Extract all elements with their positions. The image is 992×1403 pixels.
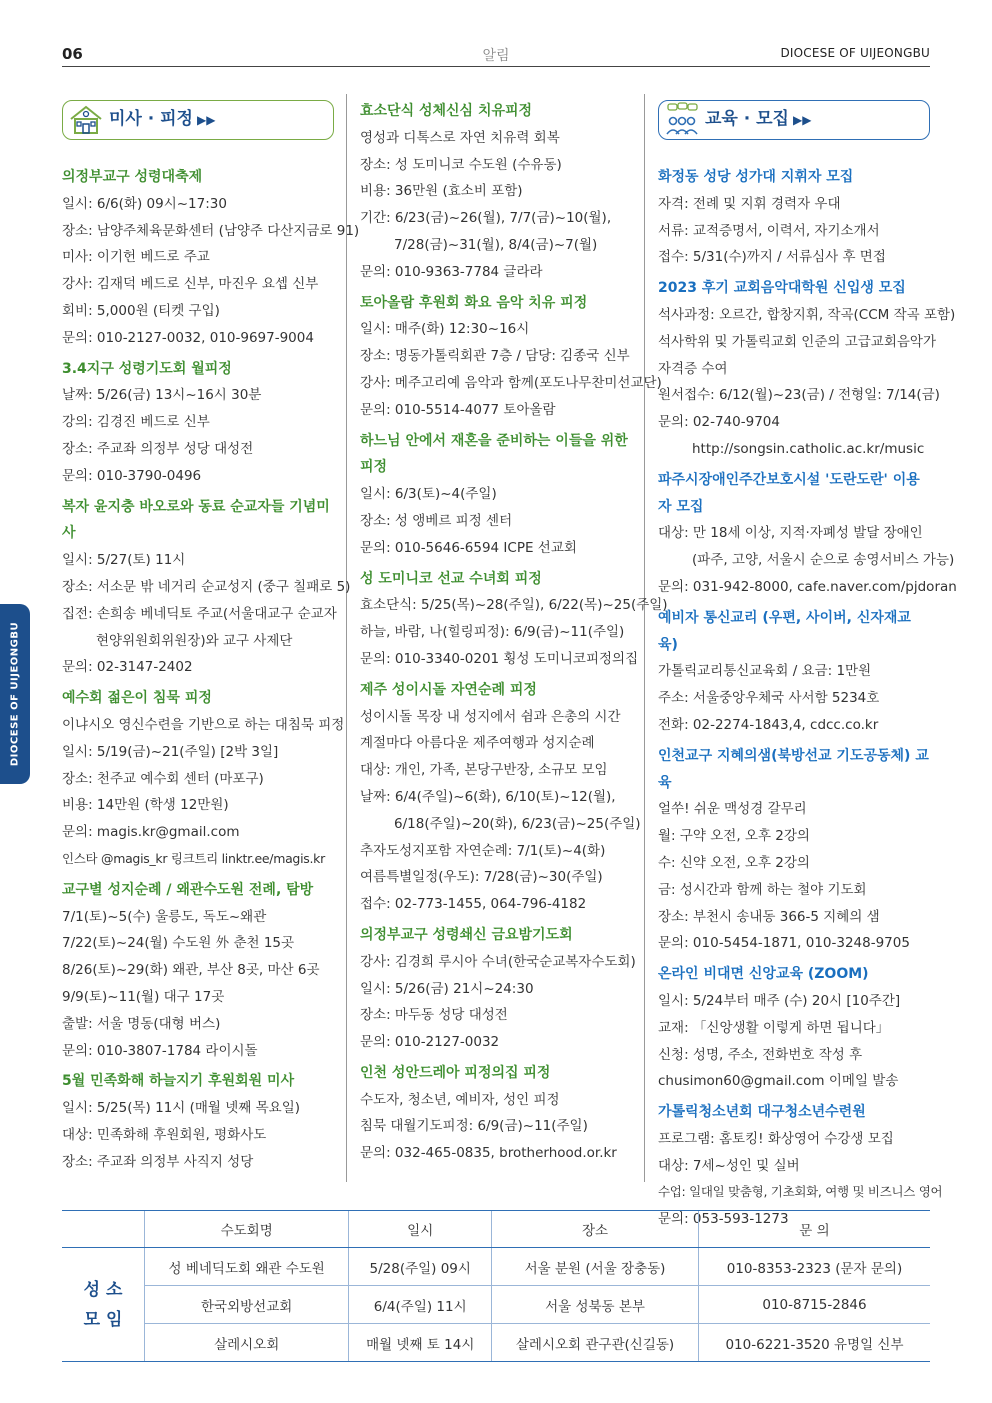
item-heading: 파주시장애인주간보호시설 '도란도란' 이용자 모집 [658,471,920,515]
item-line: 문의: 010-9363-7784 글라라 [360,263,543,280]
table-cell: 살레시오회 [145,1324,349,1362]
item-line: 석사학위 및 가톨릭교회 인준의 고급교회음악가 [658,333,936,350]
page-number: 06 [62,45,83,63]
arrow-right-icon: ▶▶ [196,113,216,127]
item-line: 8/26(토)~29(화) 왜관, 부산 8곳, 마산 6곳 [62,962,320,979]
item-line: 신청: 성명, 주소, 전화번호 작성 후 [658,1046,863,1063]
item-line: 일시: 5/25(목) 11시 (매월 넷째 목요일) [62,1100,301,1117]
item-heading: 의정부교구 성령쇄신 금요밤기도회 [360,926,573,943]
col-header: 장소 [492,1211,699,1248]
item-line: 문의: 010-2127-0032 [360,1034,500,1051]
item-line: 일시: 5/27(토) 11시 [62,552,186,569]
item-line: 6/18(주일)~20(화), 6/23(금)~25(주일) [394,815,641,832]
item-line: 여름특별일정(우도): 7/28(금)~30(주일) [360,869,603,886]
item-line: 계절마다 아름다운 제주여행과 성지순례 [360,735,595,752]
item-line: 날짜: 6/4(주일)~6(화), 6/10(토)~12(월), [360,788,616,805]
table-cell: 성 베네딕도회 왜관 수도원 [145,1248,349,1286]
item-heading: 성 도미니코 선교 수녀회 피정 [360,570,542,587]
item-line: 기간: 6/23(금)~26(월), 7/7(금)~10(월), [360,210,612,227]
table-cell: 매월 넷째 토 14시 [349,1324,492,1362]
item-line: 추자도성지포함 자연순례: 7/1(토)~4(화) [360,842,606,859]
item-heading: 교구별 성지순례 / 왜관수도원 전례, 탐방 [62,881,314,898]
col-header: 문 의 [698,1211,930,1248]
item-line: 문의: 02-3147-2402 [62,659,193,676]
section-box-education [658,100,930,140]
item-line: 대상: 만 18세 이상, 지적·자폐성 발달 장애인 [658,525,923,542]
item-heading: 하느님 안에서 재혼을 준비하는 이들을 위한 피정 [360,432,628,476]
item-line: (파주, 고양, 서울시 순으로 송영서비스 가능) [692,552,955,569]
item-line: 강사: 김재덕 베드로 신부, 마진우 요셉 신부 [62,276,319,293]
item-line: 가톨릭교리통신교육회 / 요금: 1만원 [658,663,872,680]
item-line: 문의: 010-2127-0032, 010-9697-9004 [62,329,314,346]
item-line: 성이시돌 목장 내 성지에서 쉼과 은총의 시간 [360,708,621,725]
row-group-header: 성 소 모 임 [62,1248,145,1362]
table-cell: 서울 분원 (서울 장충동) [492,1248,699,1286]
item-heading: 토아올람 후원회 화요 음악 치유 피정 [360,294,588,311]
item-line: 대상: 개인, 가족, 본당구반장, 소규모 모임 [360,762,608,779]
item-heading: 제주 성이시돌 자연순례 피정 [360,681,537,698]
section-title-mass: 미사 · 피정 ▶▶ [109,109,216,129]
item-line: 7/28(금)~31(월), 8/4(금)~7(월) [394,236,598,253]
table-row [62,1248,930,1286]
item-line: 석사과정: 오르간, 합창지휘, 작곡(CCM 작곡 포함) [658,306,956,323]
item-heading: 효소단식 성체신심 치유피정 [360,103,533,119]
item-line: 침묵 대월기도피정: 6/9(금)~11(주일) [360,1118,588,1135]
item-line: 7/22(토)~24(월) 수도원 外 춘천 15곳 [62,935,295,952]
item-line: 자격증 수여 [658,360,728,377]
item-line: 문의: 053-593-1273 [658,1211,789,1228]
item-line: 장소: 부천시 송내동 366-5 지혜의 샘 [658,908,880,925]
item-line: 일시: 6/3(토)~4(주일) [360,486,497,503]
item-line: 일시: 5/19(금)~21(주일) [2박 3일] [62,743,279,760]
item-line: 교재: 「신앙생활 이렇게 하면 됩니다」 [658,1019,890,1036]
item-line: 장소: 남양주체육문화센터 (남양주 다산지금로 91) [62,222,360,239]
item-line: 현양위원회위원장)와 교구 사제단 [96,632,293,649]
item-heading: 인천 성안드레아 피정의집 피정 [360,1064,551,1081]
item-line: 문의: magis.kr@gmail.com [62,824,240,841]
item-line: 문의: 010-5646-6594 ICPE 선교회 [360,539,577,556]
item-line: 대상: 7세~성인 및 실버 [658,1157,800,1174]
item-line: 대상: 민족화해 후원회원, 평화사도 [62,1126,267,1143]
table-cell: 6/4(주일) 11시 [349,1286,492,1324]
item-line: 장소: 천주교 예수회 센터 (마포구) [62,770,264,787]
item-heading: 3.4지구 성령기도회 월피정 [62,360,232,377]
column-divider-2 [644,94,645,1182]
item-line: chusimon60@gmail.com 이메일 발송 [658,1073,899,1090]
table-cell: 5/28(주일) 09시 [349,1248,492,1286]
item-line: 문의: 010-3807-1784 라이시돌 [62,1042,258,1059]
item-heading: 인천교구 지혜의샘(북방선교 기도공동체) 교육 [658,747,929,791]
table-cell: 010-8353-2323 (문자 문의) [698,1248,930,1286]
item-heading: 2023 후기 교회음악대학원 신입생 모집 [658,280,906,297]
item-line: 집전: 손희송 베네딕토 주교(서울대교구 순교자 [62,605,337,622]
education-list [658,164,957,1233]
item-line: 문의: 031-942-8000, cafe.naver.com/pjdoran [658,578,957,595]
col-header: 수도회명 [145,1211,349,1248]
item-heading: 5월 민족화해 하늘지기 후원회원 미사 [62,1073,295,1090]
item-line: 하늘, 바람, 나(힐링피정): 6/9(금)~11(주일) [360,624,625,641]
table-corner [62,1211,145,1248]
item-line: 얼쑤! 쉬운 맥성경 갈무리 [658,801,807,818]
column-retreat [360,94,668,1167]
item-line: 접수: 02-773-1455, 064-796-4182 [360,896,587,913]
table-cell: 살레시오회 관구관(신길동) [492,1324,699,1362]
retreat-list [360,98,668,1167]
table-row [62,1286,930,1324]
item-line: 문의: 010-3340-0201 횡성 도미니코피정의집 [360,650,639,667]
item-line: 장소: 주교좌 의정부 사직지 성당 [62,1153,254,1170]
item-line: http://songsin.catholic.ac.kr/music [692,440,925,457]
table-cell: 010-8715-2846 [698,1286,930,1324]
mass-list [62,164,360,1175]
item-line: 수도자, 청소년, 예비자, 성인 피정 [360,1091,560,1108]
item-line: 일시: 매주(화) 12:30~16시 [360,321,530,338]
item-line: 문의: 010-3790-0496 [62,467,202,484]
section-title-education: 교육 · 모집 ▶▶ [705,109,812,129]
item-line: 날짜: 5/26(금) 13시~16시 30분 [62,387,262,404]
item-heading: 예비자 통신교리 (우편, 사이버, 신자재교육) [658,609,911,653]
item-line: 9/9(토)~11(월) 대구 17곳 [62,988,225,1005]
item-line: 비용: 14만원 (학생 12만원) [62,797,229,814]
side-tab-label: DIOCESE OF UIJEONGBU [9,621,21,767]
item-line: 일시: 5/26(금) 21시~24:30 [360,980,534,997]
item-line: 자격: 전례 및 지휘 경력자 우대 [658,195,841,212]
church-house-icon [67,101,105,137]
item-line: 장소: 서소문 밖 네거리 순교성지 (중구 칠패로 5) [62,578,351,595]
column-education [658,94,957,1233]
item-line: 문의: 032-465-0835, brotherhood.or.kr [360,1145,617,1162]
item-heading: 화정동 성당 성가대 지휘자 모집 [658,169,854,185]
item-line: 수업: 일대일 맞춤형, 기초회화, 여행 및 비즈니스 영어 [658,1184,943,1200]
item-line: 출발: 서울 명동(대형 버스) [62,1015,221,1032]
item-heading: 예수회 젊은이 침묵 피정 [62,690,212,707]
item-line: 프로그램: 홈토킹! 화상영어 수강생 모집 [658,1130,894,1147]
item-heading: 의정부교구 성령대축제 [62,169,203,185]
table-cell: 010-6221-3520 유명일 신부 [698,1324,930,1362]
item-line: 원서접수: 6/12(월)~23(금) / 전형일: 7/14(금) [658,387,940,404]
item-heading: 온라인 비대면 신앙교육 (ZOOM) [658,966,869,983]
table-row [62,1324,930,1362]
arrow-right-icon: ▶▶ [792,113,812,127]
item-line: 주소: 서울중앙우체국 사서함 5234호 [658,690,880,707]
header-divider [62,66,930,67]
item-line: 장소: 주교좌 의정부 성당 대성전 [62,440,254,457]
item-line: 회비: 5,000원 (티켓 구입) [62,302,220,319]
item-line: 효소단식: 5/25(목)~28(주일), 6/22(목)~25(주일) [360,597,668,614]
item-line: 장소: 성 앵베르 피정 센터 [360,512,513,529]
item-line: 장소: 마두동 성당 대성전 [360,1007,508,1024]
item-line: 이냐시오 영신수련을 기반으로 하는 대침묵 피정 [62,716,345,733]
item-line: 장소: 성 도미니코 수도원 (수유동) [360,156,562,173]
item-heading: 가톨릭청소년회 대구청소년수련원 [658,1104,866,1121]
column-mass-retreat [62,94,360,1175]
vocation-meeting-table [62,1210,930,1362]
col-header: 일시 [349,1211,492,1248]
item-line: 문의: 010-5454-1871, 010-3248-9705 [658,935,910,952]
brand-name: DIOCESE OF UIJEONGBU [780,46,930,60]
item-line: 월: 구약 오전, 오후 2강의 [658,828,810,845]
item-line: 문의: 010-5514-4077 토아올람 [360,401,556,418]
table-header-row [62,1211,930,1248]
table-cell: 서울 성북동 본부 [492,1286,699,1324]
item-line: 접수: 5/31(수)까지 / 서류심사 후 면접 [658,249,886,266]
people-group-icon [663,101,701,137]
item-line: 인스타 @magis_kr 링크트리 linktr.ee/magis.kr [62,850,325,866]
side-tab [0,604,30,784]
section-box-mass [62,100,334,140]
table-cell: 한국외방선교회 [145,1286,349,1324]
section-label: 알림 [482,48,510,64]
item-line: 강의: 김경진 베드로 신부 [62,414,210,431]
column-divider-1 [346,94,347,1182]
item-line: 일시: 6/6(화) 09시~17:30 [62,195,227,212]
item-line: 7/1(토)~5(수) 울릉도, 독도~왜관 [62,908,267,925]
item-line: 금: 성시간과 함께 하는 철야 기도회 [658,881,867,898]
item-line: 문의: 02-740-9704 [658,414,780,431]
item-heading: 복자 윤지충 바오로와 동료 순교자들 기념미사 [62,498,330,542]
item-line: 강사: 메주고리예 음악과 함께(포도나무찬미선교단) [360,374,662,391]
item-line: 전화: 02-2274-1843,4, cdcc.co.kr [658,716,879,733]
item-line: 미사: 이기헌 베드로 주교 [62,249,210,266]
item-line: 비용: 36만원 (효소비 포함) [360,183,523,200]
item-line: 장소: 명동가톨릭회관 7층 / 담당: 김종국 신부 [360,348,630,365]
item-line: 강사: 김경희 루시아 수녀(한국순교복자수도회) [360,953,636,970]
item-line: 영성과 디톡스로 자연 치유력 회복 [360,129,560,146]
item-line: 서류: 교적증명서, 이력서, 자기소개서 [658,222,880,239]
item-line: 일시: 5/24부터 매주 (수) 20시 [10주간] [658,992,901,1009]
item-line: 수: 신약 오전, 오후 2강의 [658,854,810,871]
